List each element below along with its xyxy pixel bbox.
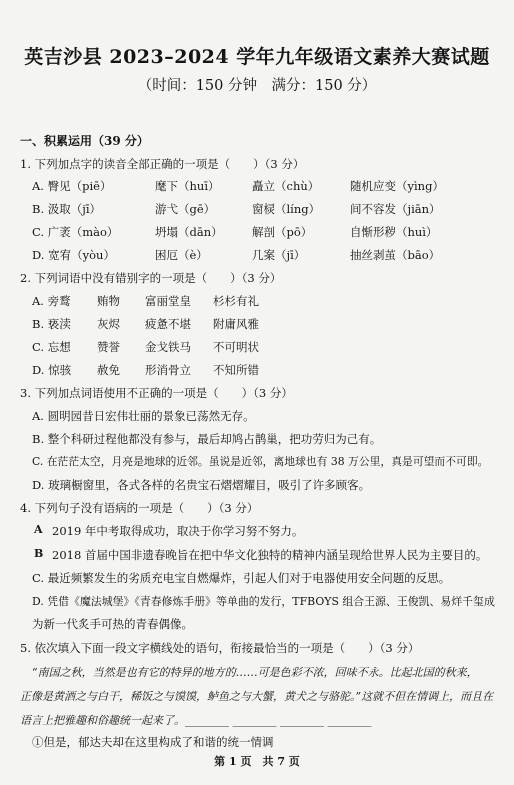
q1-a-1: A. 臀见（piē）	[32, 179, 112, 193]
q3-option-b: B. 整个科研过程他都没有参与，最后却鸠占鹊巢，把功劳归为己有。	[32, 432, 382, 446]
q1-b-1: B. 汲取（jī）	[32, 202, 102, 216]
q2-c-4: 不可明状	[213, 340, 259, 354]
q1-a-2: 麾下（huī）	[155, 179, 220, 193]
q2-c-2: 赞誉	[97, 340, 120, 354]
q2-c-3: 金戈铁马	[145, 340, 191, 354]
q1-b-3: 窗棂（líng）	[252, 202, 321, 216]
q1-d-1: D. 宽宥（yòu）	[32, 248, 115, 262]
q1-c-1: C. 广袤（mào）	[32, 225, 119, 239]
q4-option-d-cont: 为新一代炙手可热的青春偶像。	[32, 617, 193, 631]
q2-d-3: 形消骨立	[145, 363, 191, 377]
question-5-stem: 5. 依次填入下面一段文字横线处的语句，衔接最恰当的一项是（ ）（3 分）	[20, 641, 420, 655]
q1-a-3: 矗立（chù）	[252, 179, 320, 193]
q4-mark-a: A	[34, 523, 43, 536]
question-2-stem: 2. 下列词语中没有错别字的一项是（ ）（3 分）	[20, 271, 282, 285]
q4-option-b: 2018 首届中国非遗春晚旨在把中华文化独特的精神内涵呈现给世界人民为主要目的。	[52, 548, 488, 562]
q1-c-2: 坍塌（dān）	[155, 225, 223, 239]
exam-subtitle: （时间：150 分钟 满分：150 分）	[137, 78, 377, 94]
q2-a-1: A. 旁鹜	[32, 294, 71, 308]
question-3-stem: 3. 下列加点词语使用不正确的一项是（ ）（3 分）	[20, 386, 293, 400]
q1-b-4: 间不容发（jiān）	[350, 202, 441, 216]
question-1-stem: 1. 下列加点字的读音全部正确的一项是（ ）（3 分）	[20, 157, 305, 171]
q1-d-3: 几案（jī）	[252, 248, 306, 262]
q4-option-d: D. 凭借《魔法城堡》《青春修炼手册》等单曲的发行，TFBOYS 组合王源、王俊凯、易烊千玺成	[32, 595, 495, 608]
q2-b-4: 附庸风雅	[213, 317, 259, 331]
q2-a-3: 富丽堂皇	[145, 294, 191, 308]
q2-d-4: 不知所错	[213, 363, 259, 377]
q2-b-1: B. 亵渎	[32, 317, 71, 331]
question-4-stem: 4. 下列句子没有语病的一项是（ ）（3 分）	[20, 501, 259, 515]
q4-option-a: 2019 年中考取得成功，取决于你学习努不努力。	[52, 524, 304, 538]
page-footer: 第 1 页 共 7 页	[214, 755, 300, 768]
q3-option-d: D. 玻璃橱窗里，各式各样的名贵宝石熠熠耀目，吸引了许多顾客。	[32, 478, 371, 492]
q3-option-c: C. 在茫茫太空，月亮是地球的近邻。虽说是近邻，离地球也有 38 万公里，真是可望而不可即。	[32, 455, 489, 468]
q1-a-4: 随机应变（yìng）	[350, 179, 444, 193]
q2-c-1: C. 忘想	[32, 340, 71, 354]
q1-c-4: 自惭形秽（huì）	[350, 225, 438, 239]
q2-a-2: 贿物	[97, 294, 120, 308]
q2-a-4: 杉杉有礼	[213, 294, 259, 308]
q5-passage-line-2: 正像是黄酒之与白干，稀饭之与馍馍，鲈鱼之与大蟹，黄犬之与骆驼。”这就不但在情调上，而且在	[20, 690, 494, 703]
q4-mark-b: B	[34, 547, 44, 560]
q2-b-3: 疲惫不堪	[145, 317, 191, 331]
q1-b-2: 游弋（gē）	[155, 202, 216, 216]
q4-option-c: C. 最近频繁发生的劣质充电宝自燃爆炸，引起人们对于电器使用安全问题的反思。	[32, 571, 451, 585]
q1-d-2: 困厄（è）	[155, 248, 208, 262]
q5-passage-line-3: 语言上把雅趣和俗趣统一起来了。________ ________ ________ ________	[20, 714, 372, 727]
q5-passage-line-1: “南国之秋，当然是也有它的特异的地方的……可是色彩不浓，回味不永。比起北国的秋来，	[32, 666, 478, 679]
q2-d-2: 赦免	[97, 363, 120, 377]
q1-c-3: 解剖（pō）	[252, 225, 313, 239]
q2-d-1: D. 惊骇	[32, 363, 72, 377]
q5-option-1: ①但是，郁达夫却在这里构成了和谐的统一情调	[32, 735, 274, 749]
q3-option-a: A. 圆明园昔日宏伟壮丽的景象已荡然无存。	[32, 409, 255, 423]
q1-d-4: 抽丝剥茧（bāo）	[350, 248, 441, 262]
section-heading: 一、积累运用（39 分）	[20, 134, 149, 148]
q2-b-2: 灰烬	[97, 317, 120, 331]
exam-title: 英吉沙县 2023–2024 学年九年级语文素养大赛试题	[24, 46, 490, 68]
